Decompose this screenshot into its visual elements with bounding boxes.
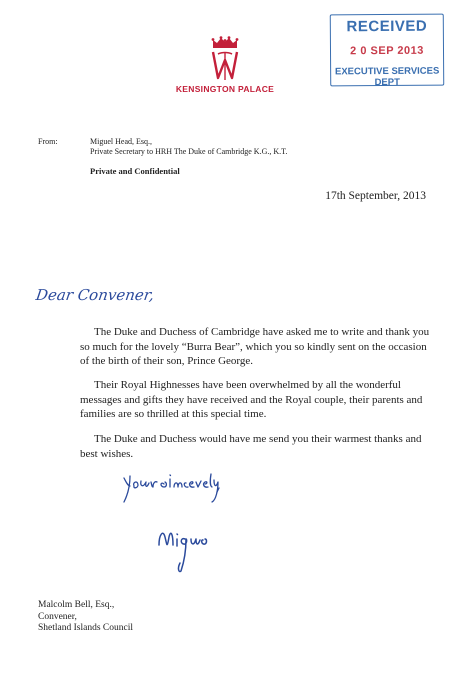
body-paragraph-2: Their Royal Highnesses have been overwhelmed by all the wonderful messages and gifts they have received and the Royal couple, their parents and families are so thrilled at this special time. [80, 379, 423, 420]
body-paragraph-1: The Duke and Duchess of Cambridge have asked me to write and thank you so much for the lovely “Burra Bear”, which you so kindly sent on the occasion of the birth of their son, Prince George. [80, 326, 430, 367]
received-stamp [330, 14, 444, 87]
royal-cypher-icon [205, 36, 245, 82]
classification: Private and Confidential [90, 166, 180, 176]
sender-title: Private Secretary to HRH The Duke of Cambridge K.G., K.T. [90, 147, 288, 156]
recipient-name: Malcolm Bell, Esq., [38, 600, 115, 610]
sender-name: Miguel Head, Esq., [90, 137, 152, 146]
from-label: From: [38, 137, 58, 146]
palace-name: KENSINGTON PALACE [175, 84, 275, 94]
letter-date: 17th September, 2013 [325, 190, 426, 202]
signature [155, 515, 215, 575]
body-paragraph-3: The Duke and Duchess would have me send you their warmest thanks and best wishes. [80, 433, 422, 460]
recipient-address [38, 600, 133, 635]
stamp-title: RECEIVED [346, 17, 428, 36]
recipient-organisation: Shetland Islands Council [38, 623, 133, 633]
stamp-date: 2 0 SEP 2013 [350, 44, 424, 58]
stamp-department: EXECUTIVE SERVICES DEPT [334, 65, 440, 89]
closing-handwriting [120, 468, 220, 508]
recipient-role: Convener, [38, 611, 77, 622]
salutation: Dear Convener, [34, 286, 156, 304]
